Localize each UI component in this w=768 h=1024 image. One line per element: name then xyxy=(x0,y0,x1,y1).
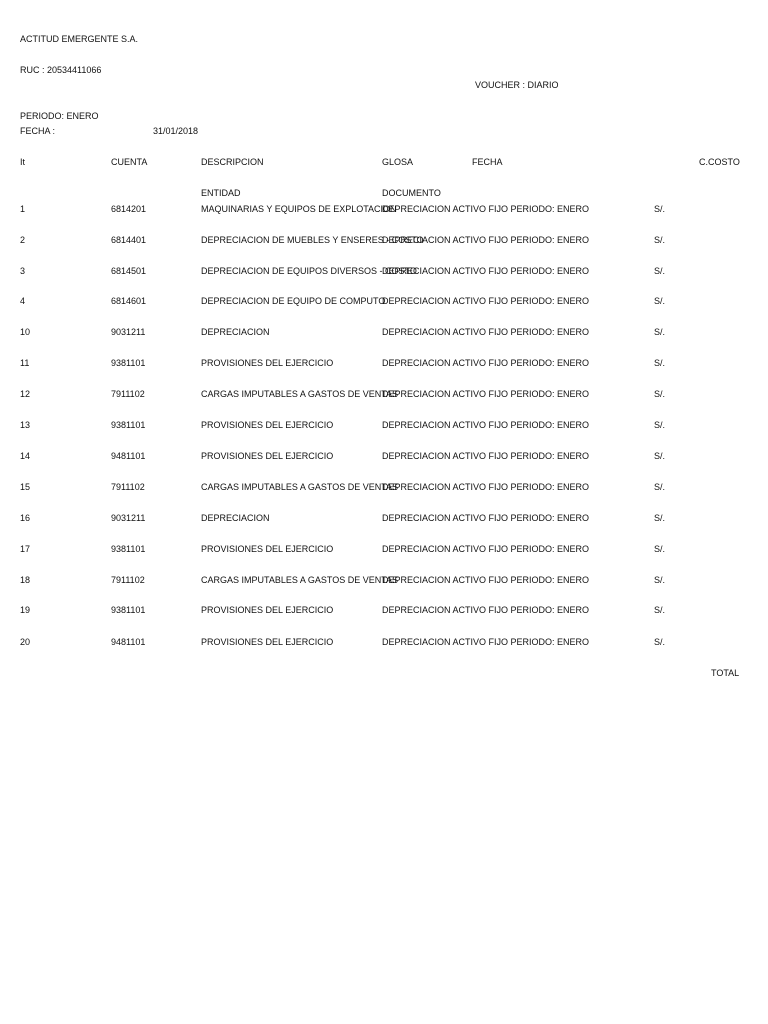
cell-currency: S/. xyxy=(654,513,666,523)
cell-glosa: DEPRECIACION ACTIVO FIJO PERIODO: ENERO xyxy=(382,451,590,461)
header-entidad: ENTIDAD xyxy=(201,188,241,198)
cell-it: 13 xyxy=(20,420,31,430)
cell-it: 3 xyxy=(20,266,26,276)
cell-currency: S/. xyxy=(654,358,666,368)
cell-it: 18 xyxy=(20,575,31,585)
cell-descripcion: PROVISIONES DEL EJERCICIO xyxy=(201,451,334,461)
cell-currency: S/. xyxy=(654,296,666,306)
cell-cuenta: 6814501 xyxy=(111,266,147,276)
cell-currency: S/. xyxy=(654,482,666,492)
cell-descripcion: DEPRECIACION xyxy=(201,513,270,523)
total-label: TOTAL xyxy=(711,668,740,678)
cell-cuenta: 9031211 xyxy=(111,513,146,523)
header-descripcion: DESCRIPCION xyxy=(201,157,264,167)
cell-currency: S/. xyxy=(654,327,666,337)
cell-currency: S/. xyxy=(654,266,666,276)
cell-descripcion: DEPRECIACION DE EQUIPO DE COMPUTO xyxy=(201,296,386,306)
cell-glosa: DEPRECIACION ACTIVO FIJO PERIODO: ENERO xyxy=(382,420,590,430)
header-fecha: FECHA xyxy=(472,157,503,167)
cell-descripcion: PROVISIONES DEL EJERCICIO xyxy=(201,420,334,430)
cell-currency: S/. xyxy=(654,575,666,585)
cell-glosa: DEPRECIACION ACTIVO FIJO PERIODO: ENERO xyxy=(382,513,590,523)
cell-glosa: DEPRECIACION ACTIVO FIJO PERIODO: ENERO xyxy=(382,544,590,554)
cell-it: 15 xyxy=(20,482,31,492)
cell-glosa: DEPRECIACION ACTIVO FIJO PERIODO: ENERO xyxy=(382,296,590,306)
cell-descripcion: CARGAS IMPUTABLES A GASTOS DE VENTAS xyxy=(201,482,399,492)
cell-cuenta: 7911102 xyxy=(111,575,145,585)
cell-it: 12 xyxy=(20,389,31,399)
header-it: It xyxy=(20,157,26,167)
cell-currency: S/. xyxy=(654,420,666,430)
cell-cuenta: 9381101 xyxy=(111,358,146,368)
fecha-value: 31/01/2018 xyxy=(153,126,199,136)
fecha-label: FECHA : xyxy=(20,126,56,136)
cell-cuenta: 9481101 xyxy=(111,451,146,461)
cell-descripcion: PROVISIONES DEL EJERCICIO xyxy=(201,605,334,615)
cell-cuenta: 9381101 xyxy=(111,544,146,554)
cell-descripcion: MAQUINARIAS Y EQUIPOS DE EXPLOTACION xyxy=(201,204,397,214)
cell-it: 2 xyxy=(20,235,26,245)
cell-glosa: DEPRECIACION ACTIVO FIJO PERIODO: ENERO xyxy=(382,575,590,585)
ruc-number: RUC : 20534411066 xyxy=(20,65,102,75)
cell-glosa: DEPRECIACION ACTIVO FIJO PERIODO: ENERO xyxy=(382,358,590,368)
cell-currency: S/. xyxy=(654,605,666,615)
cell-it: 20 xyxy=(20,637,31,647)
cell-it: 1 xyxy=(20,204,26,214)
cell-it: 19 xyxy=(20,605,31,615)
cell-descripcion: PROVISIONES DEL EJERCICIO xyxy=(201,637,334,647)
cell-descripcion: DEPRECIACION DE MUEBLES Y ENSERES - COSTO xyxy=(201,235,424,245)
cell-it: 4 xyxy=(20,296,26,306)
cell-cuenta: 7911102 xyxy=(111,482,145,492)
cell-cuenta: 6814601 xyxy=(111,296,147,306)
cell-glosa: DEPRECIACION ACTIVO FIJO PERIODO: ENERO xyxy=(382,235,590,245)
cell-it: 11 xyxy=(20,358,30,368)
cell-it: 10 xyxy=(20,327,31,337)
cell-cuenta: 6814201 xyxy=(111,204,147,214)
cell-descripcion: CARGAS IMPUTABLES A GASTOS DE VENTAS xyxy=(201,389,399,399)
cell-cuenta: 9381101 xyxy=(111,605,146,615)
cell-glosa: DEPRECIACION ACTIVO FIJO PERIODO: ENERO xyxy=(382,266,590,276)
periodo-label: PERIODO: ENERO xyxy=(20,111,99,121)
cell-cuenta: 9031211 xyxy=(111,327,146,337)
cell-it: 16 xyxy=(20,513,31,523)
cell-cuenta: 9381101 xyxy=(111,420,146,430)
header-ccosto: C.COSTO xyxy=(699,157,740,167)
header-cuenta: CUENTA xyxy=(111,157,148,167)
header-documento: DOCUMENTO xyxy=(382,188,441,198)
cell-glosa: DEPRECIACION ACTIVO FIJO PERIODO: ENERO xyxy=(382,637,590,647)
cell-currency: S/. xyxy=(654,451,666,461)
cell-descripcion: CARGAS IMPUTABLES A GASTOS DE VENTAS xyxy=(201,575,399,585)
cell-currency: S/. xyxy=(654,544,666,554)
cell-currency: S/. xyxy=(654,204,666,214)
cell-glosa: DEPRECIACION ACTIVO FIJO PERIODO: ENERO xyxy=(382,482,590,492)
cell-descripcion: PROVISIONES DEL EJERCICIO xyxy=(201,544,334,554)
cell-descripcion: PROVISIONES DEL EJERCICIO xyxy=(201,358,334,368)
cell-descripcion: DEPRECIACION xyxy=(201,327,270,337)
cell-cuenta: 7911102 xyxy=(111,389,145,399)
cell-currency: S/. xyxy=(654,637,666,647)
cell-cuenta: 6814401 xyxy=(111,235,147,245)
cell-cuenta: 9481101 xyxy=(111,637,146,647)
cell-glosa: DEPRECIACION ACTIVO FIJO PERIODO: ENERO xyxy=(382,389,590,399)
cell-currency: S/. xyxy=(654,389,666,399)
company-name: ACTITUD EMERGENTE S.A. xyxy=(20,34,139,44)
cell-descripcion: DEPRECIACION DE EQUIPOS DIVERSOS - COSTO xyxy=(201,266,417,276)
cell-glosa: DEPRECIACION ACTIVO FIJO PERIODO: ENERO xyxy=(382,204,590,214)
voucher-type: VOUCHER : DIARIO xyxy=(475,80,559,90)
cell-glosa: DEPRECIACION ACTIVO FIJO PERIODO: ENERO xyxy=(382,327,590,337)
cell-it: 14 xyxy=(20,451,31,461)
header-glosa: GLOSA xyxy=(382,157,414,167)
cell-it: 17 xyxy=(20,544,31,554)
cell-glosa: DEPRECIACION ACTIVO FIJO PERIODO: ENERO xyxy=(382,605,590,615)
cell-currency: S/. xyxy=(654,235,666,245)
